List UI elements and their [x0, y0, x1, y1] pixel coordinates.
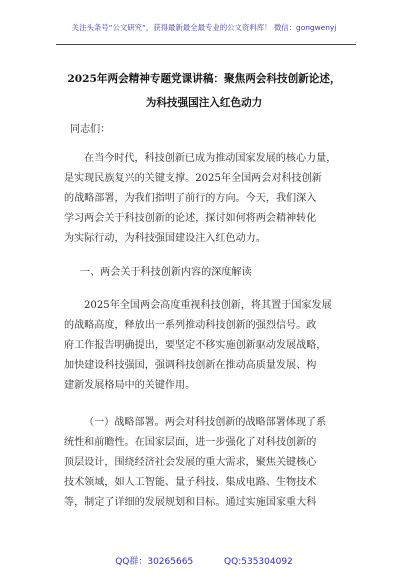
paragraph-line: 府工作报告明确提出，要坚定不移实施创新驱动发展战略， [64, 340, 327, 351]
paragraph-line: 的战略高度，释放出一系列推动科技创新的强烈信号。政 [64, 320, 317, 331]
paragraph-section-1 [64, 296, 354, 396]
header-divider [56, 44, 356, 45]
paragraph-line: 统性和前瞻性。在国家层面，进一步强化了对科技创新的 [64, 437, 317, 448]
paragraph-line: （一）战略部署。两会对科技创新的战略部署体现了系 [84, 417, 327, 428]
paragraph-line: 加快建设科技强国，强调科技创新在推动高质量发展、构 [64, 360, 317, 371]
document-title-line-1: 2025年两会精神专题党课讲稿：聚焦两会科技创新论述， [67, 73, 341, 85]
footer-contact [0, 554, 408, 567]
paragraph-line: 的战略部署，为我们指明了前行的方向。今天，我们深入 [64, 193, 317, 204]
paragraph-line: 顶层设计，围绕经济社会发展的重大需求，聚焦关键核心 [64, 457, 317, 468]
document-title-line-2: 为科技强国注入红色动力 [145, 97, 263, 109]
paragraph-line: 学习两会关于科技创新的论述，探讨如何将两会精神转化 [64, 213, 317, 224]
paragraph-strategy [64, 413, 354, 513]
paragraph-line: 在当今时代，科技创新已成为推动国家发展的核心力量， [84, 153, 337, 164]
section-heading-1: 一、两会关于科技创新内容的深度解读 [80, 267, 252, 278]
footer-qq-group: QQ群：30265665 [115, 557, 194, 567]
paragraph-line: 等，制定了详细的发展规划和目标。通过实施国家重大科 [64, 497, 317, 508]
paragraph-line: 是实现民族复兴的关键支撑。2025年全国两会对科技创新 [64, 173, 322, 184]
paragraph-line: 为实际行动，为科技强国建设注入红色动力。 [64, 233, 266, 244]
paragraph-intro [64, 149, 354, 249]
header-banner: 关注头条号“公文研究”，获得最新最全最专业的公文资料库！ 微信：gongwenyj [71, 23, 337, 32]
footer-qq-number: QQ:535304092 [224, 557, 293, 567]
salutation: 同志们： [70, 124, 111, 135]
paragraph-line: 建新发展格局中的关键作用。 [64, 380, 196, 391]
paragraph-line: 技术领域，如人工智能、量子科技、集成电路、生物技术 [64, 477, 317, 488]
paragraph-line: 2025年全国两会高度重视科技创新，将其置于国家发展 [84, 300, 332, 311]
